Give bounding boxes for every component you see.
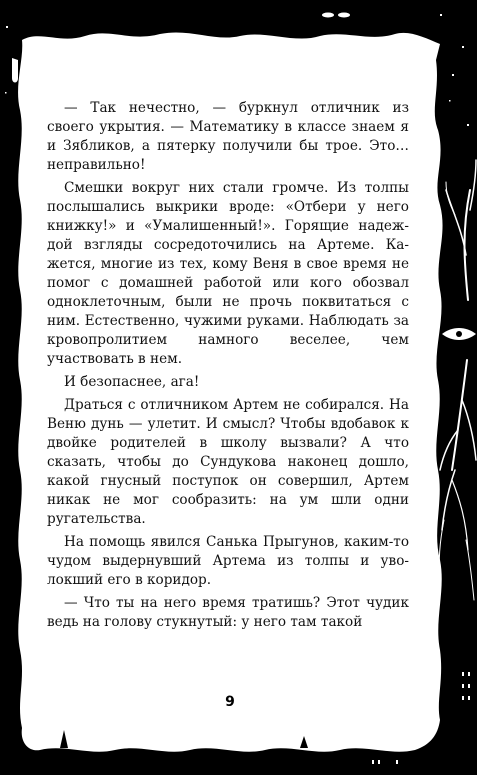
eye-icon <box>442 328 476 340</box>
paragraph: Смешки вокруг них стали громче. Из толпы послышались выкрики вроде: «Отбери у него книжку!» и «Умалишенный!». Горящие надеждой взгляды сосредоточились на Артеме. Кажется, многие из тех, кому Веня в свое время не помог с домашней работой или кого обозвал одноклеточным, были не прочь поквитаться с ним. Естественно, чужими руками. Наблюдать за кровопролитием намного веселее, чем участвовать в нем. <box>47 180 409 367</box>
page-number: 9 <box>225 694 235 710</box>
tree-branches-icon <box>439 160 476 600</box>
paragraph: На помощь явился Санька Прыгунов, каким-то чудом выдернувший Артема из толпы и уволокший его в коридор. <box>47 534 409 588</box>
body-text <box>47 99 409 636</box>
paragraph: Драться с отличником Артем не собирался. На Веню дунь — улетит. И смысл? Чтобы вдобавок к двойке родителей в школу вызвали? А что сказать, чтобы до Сундукова наконец дошло, какой гнусный поступок он совершил, Артем никак не мог сообразить: на ум шли одни ругательства. <box>47 397 409 527</box>
paragraph: — Так нечестно, — буркнул отличник из своего укрытия. — Математику в классе знаем я и Зябликов, а пятерку получили бы трое. Это… неправильно! <box>47 100 409 173</box>
paragraph: И безопаснее, ага! <box>64 374 200 390</box>
eyes-icon <box>322 13 350 18</box>
paragraph: — Что ты на него время тратишь? Этот чудик ведь на голову стукнутый: у него там такой <box>47 595 409 630</box>
